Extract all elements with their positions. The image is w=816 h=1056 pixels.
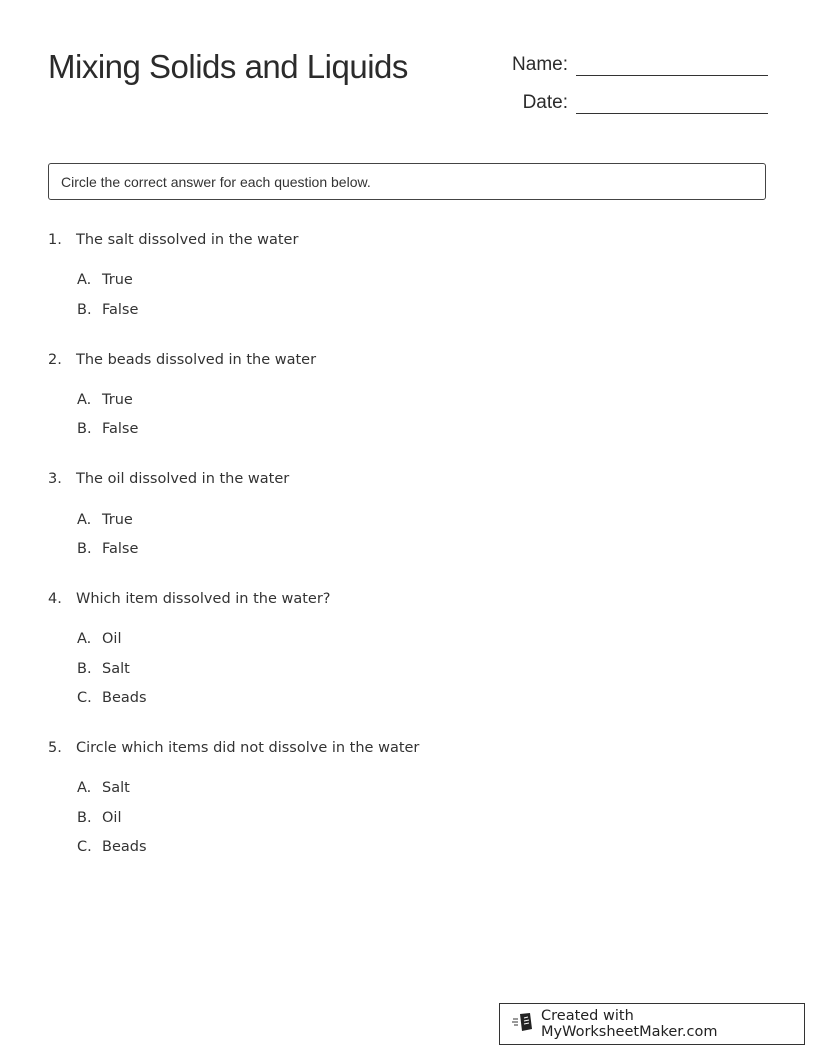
question-number: 3. [48, 471, 62, 487]
option-letter: B. [77, 661, 92, 677]
question-5-option-c[interactable] [77, 839, 147, 855]
page-title: Mixing Solids and Liquids [48, 48, 408, 85]
question-number: 5. [48, 740, 62, 756]
question-5-option-b[interactable] [77, 810, 121, 826]
question-4 [48, 591, 331, 607]
worksheet-logo-icon [512, 1012, 541, 1036]
option-letter: B. [77, 302, 92, 318]
option-letter: B. [77, 810, 92, 826]
question-text: Which item dissolved in the water? [76, 591, 331, 607]
question-4-option-c[interactable] [77, 690, 147, 706]
question-4-option-b[interactable] [77, 661, 130, 677]
question-3-option-b[interactable] [77, 541, 138, 557]
date-field[interactable] [498, 91, 768, 114]
option-text: False [102, 302, 139, 318]
instructions-box: Circle the correct answer for each question below. [48, 163, 766, 200]
date-label: Date: [522, 92, 568, 113]
question-4-option-a[interactable] [77, 631, 121, 647]
question-3 [48, 471, 289, 487]
option-text: Beads [102, 690, 147, 706]
option-letter: A. [77, 512, 92, 528]
question-number: 2. [48, 352, 62, 368]
option-letter: A. [77, 780, 92, 796]
option-text: Salt [102, 780, 130, 796]
date-input-line[interactable] [576, 91, 768, 114]
name-label: Name: [512, 54, 568, 75]
option-letter: A. [77, 272, 92, 288]
option-letter: B. [77, 541, 92, 557]
name-field[interactable] [498, 53, 768, 76]
option-text: Oil [102, 810, 122, 826]
question-2 [48, 352, 316, 368]
question-5-option-a[interactable] [77, 780, 130, 796]
question-text: The salt dissolved in the water [76, 232, 299, 248]
option-text: Salt [102, 661, 130, 677]
option-text: True [102, 392, 133, 408]
question-5 [48, 740, 419, 756]
option-letter: C. [77, 690, 92, 706]
option-text: False [102, 541, 139, 557]
option-text: Beads [102, 839, 147, 855]
question-2-option-a[interactable] [77, 392, 133, 408]
option-letter: A. [77, 392, 92, 408]
option-text: False [102, 421, 139, 437]
question-1-option-b[interactable] [77, 302, 138, 318]
question-text: The beads dissolved in the water [76, 352, 317, 368]
name-input-line[interactable] [576, 53, 768, 76]
question-2-option-b[interactable] [77, 421, 138, 437]
option-letter: C. [77, 839, 92, 855]
option-text: True [102, 272, 133, 288]
question-number: 1. [48, 232, 62, 248]
footer-text: Created with MyWorksheetMaker.com [541, 1008, 718, 1040]
question-3-option-a[interactable] [77, 512, 133, 528]
option-text: True [102, 512, 133, 528]
option-letter: B. [77, 421, 92, 437]
question-1 [48, 232, 298, 248]
question-1-option-a[interactable] [77, 272, 133, 288]
option-letter: A. [77, 631, 92, 647]
question-text: Circle which items did not dissolve in the water [76, 740, 420, 756]
option-text: Oil [102, 631, 122, 647]
question-number: 4. [48, 591, 62, 607]
footer-badge[interactable] [499, 1003, 805, 1045]
question-text: The oil dissolved in the water [76, 471, 290, 487]
